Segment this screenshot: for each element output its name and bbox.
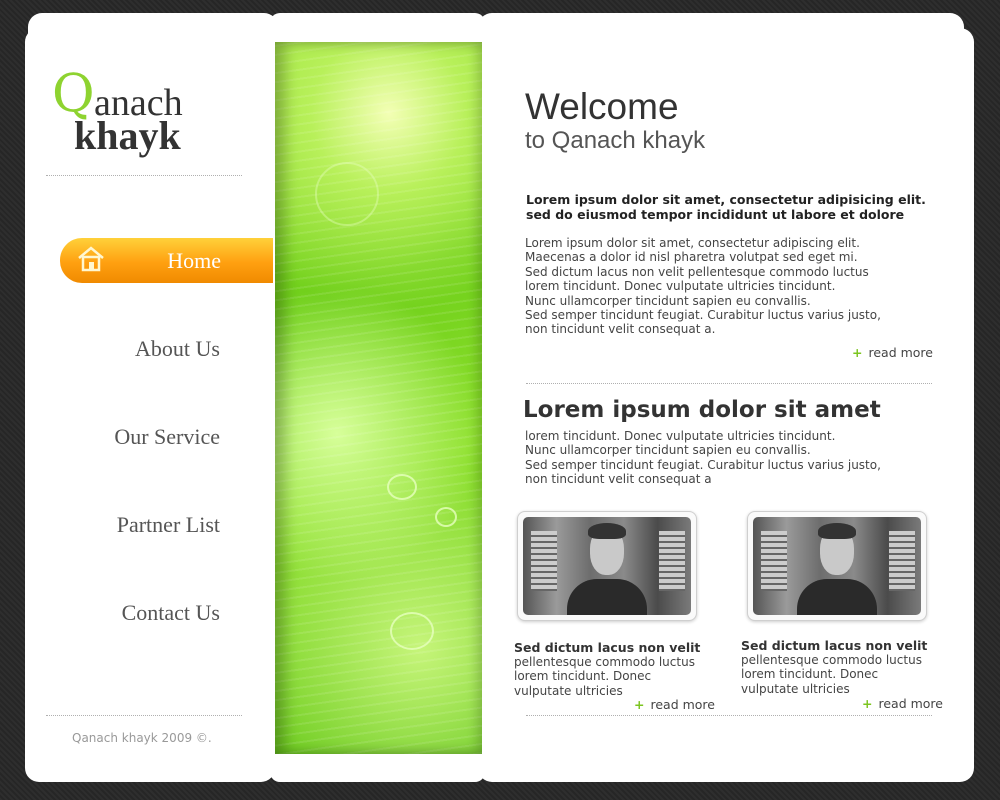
bubble-decoration	[435, 507, 457, 527]
read-more-label: read more	[868, 345, 933, 360]
card-text: pellentesque commodo luctus lorem tincidunt. Donec vulputate ultricies	[514, 655, 695, 698]
divider	[526, 715, 932, 716]
logo-line1: anach	[94, 82, 183, 124]
read-more-link[interactable]	[852, 345, 933, 360]
plus-icon: +	[852, 345, 863, 360]
nav-item-contact-us[interactable]: Contact Us	[121, 600, 220, 625]
intro-paragraph: Lorem ipsum dolor sit amet, consectetur adipiscing elit. Maecenas a dolor id nisl pharetra volutpat sed eget mi. Sed dictum lacus non velit pellentesque commodo luctus lorem tincidunt. Donec vulputate ultricies tincidunt. Nunc ullamcorper tincidunt sapien eu convallis. Sed semper tincidunt feugiat. Curabitur luctus varius justo, non tincidunt velit consequat a.	[525, 236, 881, 337]
center-top-connector	[270, 13, 485, 43]
plus-icon: +	[862, 696, 873, 711]
bubble-decoration	[387, 474, 417, 500]
read-more-link[interactable]	[634, 697, 715, 712]
card-title: Sed dictum lacus non velit	[514, 640, 701, 655]
nav-item-partner-list[interactable]: Partner List	[116, 512, 220, 537]
read-more-label: read more	[650, 697, 715, 712]
page-subtitle: to Qanach khayk	[525, 127, 706, 154]
card-text: pellentesque commodo luctus lorem tincidunt. Donec vulputate ultricies	[741, 653, 922, 696]
divider	[526, 383, 932, 384]
plus-icon: +	[634, 697, 645, 712]
read-more-link[interactable]	[862, 696, 943, 711]
section-paragraph: lorem tincidunt. Donec vulputate ultricies tincidunt. Nunc ullamcorper tincidunt sapien eu convallis. Sed semper tincidunt feugiat. Curabitur luctus varius justo, non tincidunt velit consequat a	[525, 429, 881, 487]
nav-item-our-service[interactable]: Our Service	[114, 424, 220, 449]
green-banner-image	[275, 42, 482, 754]
logo-q: Q	[52, 64, 95, 124]
profile-photo[interactable]	[517, 511, 697, 621]
read-more-label: read more	[878, 696, 943, 711]
logo-line2: khayk	[74, 113, 181, 158]
copyright: Qanach khayk 2009 ©.	[72, 731, 212, 745]
bubble-decoration	[390, 612, 434, 650]
nav-item-about-us[interactable]: About Us	[135, 336, 220, 361]
section-title: Lorem ipsum dolor sit amet	[523, 397, 881, 423]
nav-item-label: Home	[167, 248, 221, 273]
card-title: Sed dictum lacus non velit	[741, 638, 928, 653]
nav-item-home[interactable]	[60, 238, 273, 283]
lead-text: Lorem ipsum dolor sit amet, consectetur adipisicing elit. sed do eiusmod tempor incididunt ut labore et dolore	[526, 192, 926, 222]
swirl-decoration	[315, 162, 379, 226]
divider	[46, 715, 242, 716]
profile-photo[interactable]	[747, 511, 927, 621]
page-title: Welcome	[525, 86, 679, 127]
divider	[46, 175, 242, 176]
